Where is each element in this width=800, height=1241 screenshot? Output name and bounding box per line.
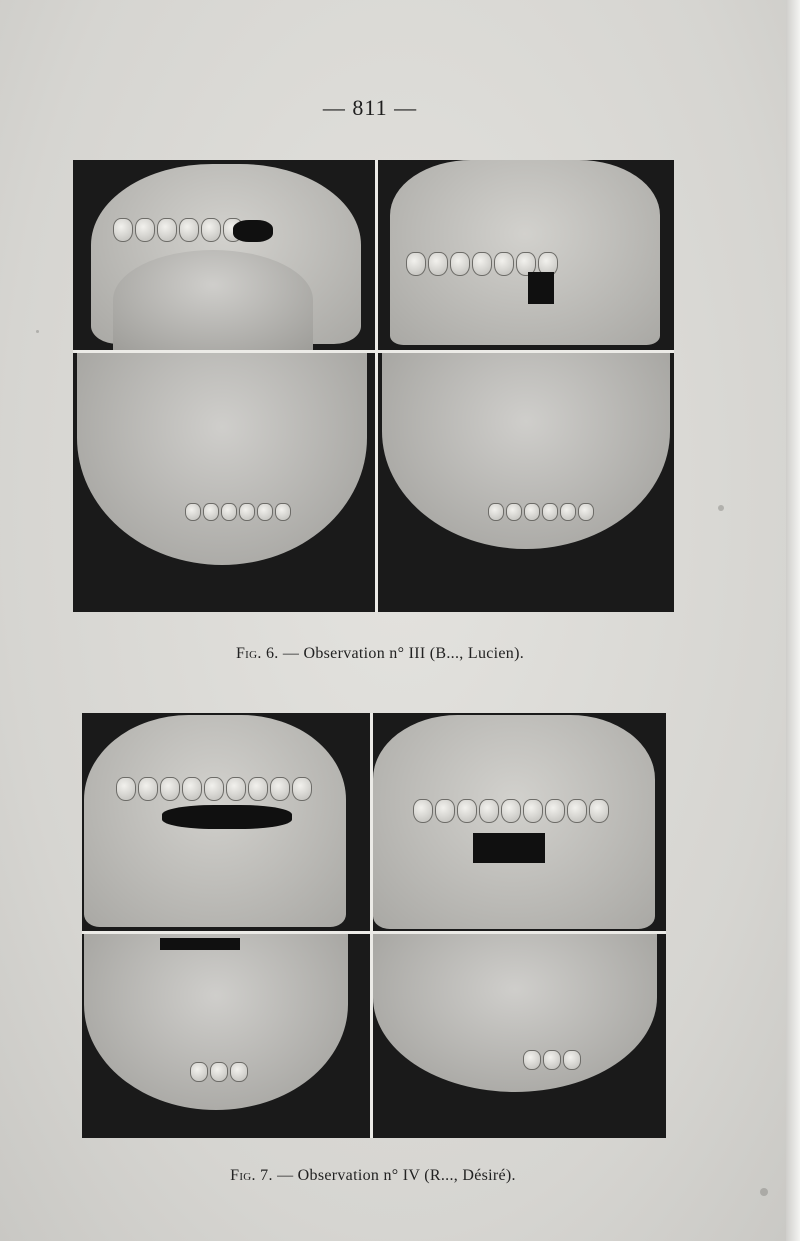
fig6-photo-front-right (378, 160, 674, 350)
page-number: — 811 — (322, 95, 418, 120)
paper-speck (760, 1188, 768, 1196)
figure-7-label: Fig. 7. (230, 1167, 273, 1184)
fig7-photo-occlusal-right (373, 934, 666, 1138)
paper-speck (718, 505, 724, 511)
fig7-photo-front-left (82, 713, 370, 931)
figure-6-caption (0, 645, 780, 663)
fig7-photo-front-right (373, 713, 666, 931)
figure-7-caption (0, 1167, 773, 1185)
fig6-photo-occlusal-right (378, 353, 674, 612)
fig6-photo-front-left (73, 160, 375, 350)
figure-6-plate (73, 160, 674, 612)
figure-7-caption-text: — Observation n° IV (R..., Désiré). (277, 1167, 516, 1184)
page-edge (786, 0, 800, 1241)
fig6-photo-occlusal-left (73, 353, 375, 612)
paper-speck (36, 330, 39, 333)
fig7-divider-vertical (370, 713, 373, 1138)
fig7-divider-horizontal (82, 931, 666, 934)
fig6-divider-horizontal (73, 350, 674, 353)
fig6-divider-vertical (375, 160, 378, 612)
figure-7-plate (82, 713, 666, 1138)
figure-6-caption-text: — Observation n° III (B..., Lucien). (282, 645, 525, 662)
fig7-photo-occlusal-left (82, 934, 370, 1138)
figure-6-label: Fig. 6. (235, 645, 279, 662)
